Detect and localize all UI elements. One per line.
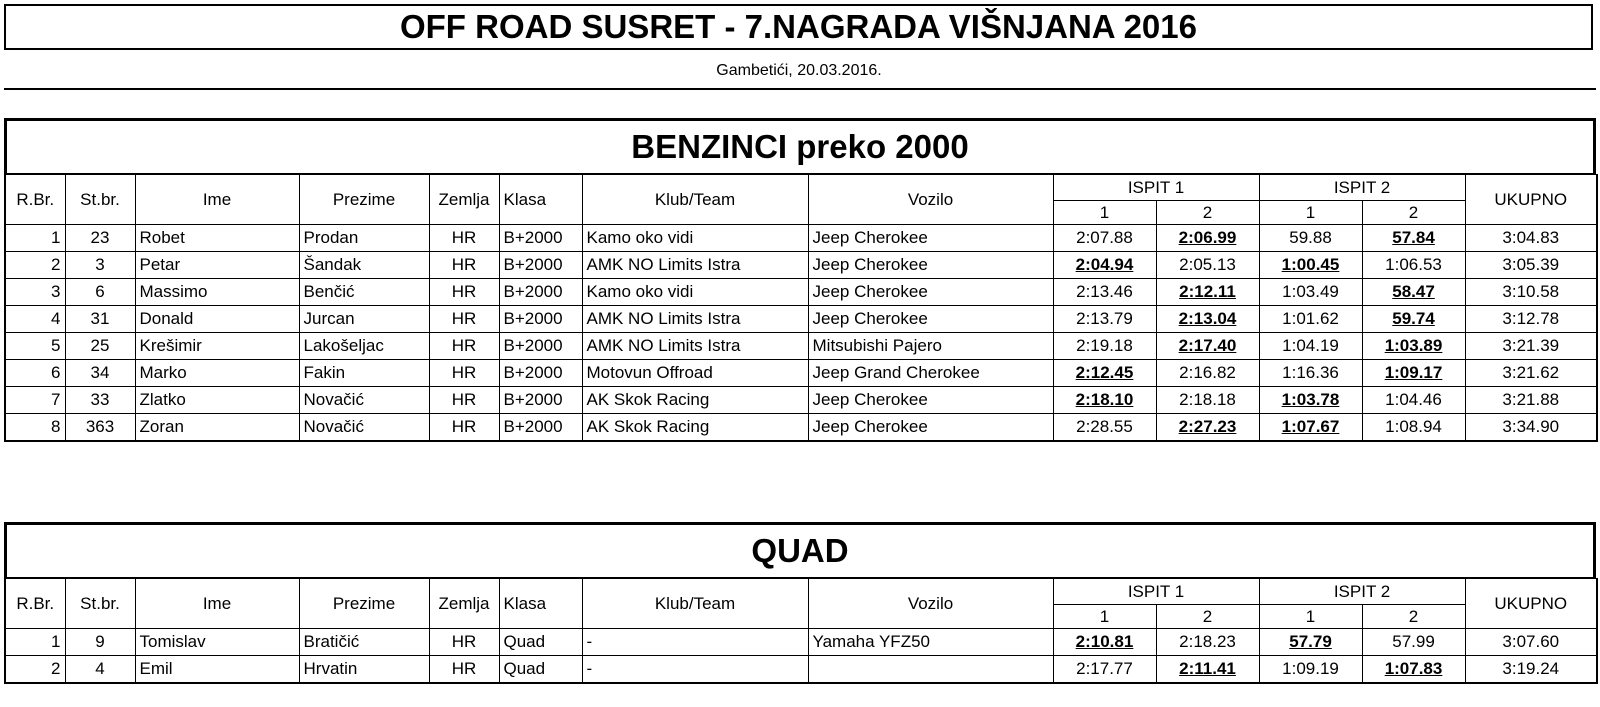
cell-ispit2-run1: 1:03.78: [1259, 387, 1362, 414]
cell-zemlja: HR: [429, 333, 499, 360]
cell-ime: Zoran: [135, 414, 299, 441]
cell-ispit2-run1: 1:01.62: [1259, 306, 1362, 333]
cell-ispit1-run2: 2:18.23: [1156, 629, 1259, 656]
cell-prezime: Fakin: [299, 360, 429, 387]
col-ispit1-run2: 2: [1156, 605, 1259, 629]
cell-vozilo: [808, 656, 1053, 683]
cell-ispit2-run2: 57.84: [1362, 225, 1465, 252]
cell-rbr: 3: [5, 279, 65, 306]
cell-zemlja: HR: [429, 387, 499, 414]
cell-ukupno: 3:19.24: [1465, 656, 1597, 683]
table-row: [5, 360, 1597, 387]
table-row: [5, 656, 1597, 683]
cell-rbr: 6: [5, 360, 65, 387]
cell-klasa: B+2000: [499, 225, 582, 252]
cell-ime: Petar: [135, 252, 299, 279]
section-heading: BENZINCI preko 2000: [4, 118, 1596, 174]
cell-klasa: Quad: [499, 629, 582, 656]
cell-ukupno: 3:07.60: [1465, 629, 1597, 656]
cell-rbr: 4: [5, 306, 65, 333]
cell-ispit1-run2: 2:16.82: [1156, 360, 1259, 387]
col-klasa: Klasa: [499, 579, 582, 629]
col-stbr: St.br.: [65, 175, 135, 225]
cell-zemlja: HR: [429, 360, 499, 387]
table-row: [5, 387, 1597, 414]
cell-prezime: Benčić: [299, 279, 429, 306]
cell-ukupno: 3:21.88: [1465, 387, 1597, 414]
cell-prezime: Bratičić: [299, 629, 429, 656]
cell-ispit2-run1: 59.88: [1259, 225, 1362, 252]
cell-klasa: B+2000: [499, 333, 582, 360]
cell-stbr: 25: [65, 333, 135, 360]
col-prezime: Prezime: [299, 175, 429, 225]
table-row: [5, 629, 1597, 656]
cell-ime: Robet: [135, 225, 299, 252]
cell-ime: Zlatko: [135, 387, 299, 414]
cell-vozilo: Jeep Grand Cherokee: [808, 360, 1053, 387]
cell-klasa: Quad: [499, 656, 582, 683]
cell-ispit2-run1: 1:00.45: [1259, 252, 1362, 279]
cell-ispit1-run2: 2:06.99: [1156, 225, 1259, 252]
cell-ukupno: 3:12.78: [1465, 306, 1597, 333]
col-prezime: Prezime: [299, 579, 429, 629]
cell-ispit1-run2: 2:05.13: [1156, 252, 1259, 279]
cell-klasa: B+2000: [499, 279, 582, 306]
cell-stbr: 23: [65, 225, 135, 252]
cell-ispit1-run1: 2:28.55: [1053, 414, 1156, 441]
cell-ime: Tomislav: [135, 629, 299, 656]
section-quad: [4, 522, 1596, 684]
cell-stbr: 4: [65, 656, 135, 683]
cell-ime: Marko: [135, 360, 299, 387]
col-ispit1-run1: 1: [1053, 201, 1156, 225]
table-row: [5, 333, 1597, 360]
col-vozilo: Vozilo: [808, 579, 1053, 629]
cell-ukupno: 3:34.90: [1465, 414, 1597, 441]
col-ispit2-run1: 1: [1259, 605, 1362, 629]
cell-klasa: B+2000: [499, 360, 582, 387]
cell-zemlja: HR: [429, 252, 499, 279]
cell-prezime: Lakošeljac: [299, 333, 429, 360]
cell-klub: Motovun Offroad: [582, 360, 808, 387]
col-ispit1: ISPIT 1: [1053, 175, 1259, 201]
col-ukupno: UKUPNO: [1465, 175, 1597, 225]
cell-vozilo: Yamaha YFZ50: [808, 629, 1053, 656]
col-ispit2-run2: 2: [1362, 201, 1465, 225]
cell-ispit2-run2: 59.74: [1362, 306, 1465, 333]
cell-klub: AMK NO Limits Istra: [582, 306, 808, 333]
cell-rbr: 1: [5, 629, 65, 656]
results-table: [4, 174, 1598, 442]
cell-prezime: Novačić: [299, 387, 429, 414]
cell-rbr: 8: [5, 414, 65, 441]
cell-vozilo: Jeep Cherokee: [808, 252, 1053, 279]
cell-stbr: 3: [65, 252, 135, 279]
cell-ukupno: 3:05.39: [1465, 252, 1597, 279]
col-rbr: R.Br.: [5, 579, 65, 629]
cell-ispit1-run1: 2:10.81: [1053, 629, 1156, 656]
col-klasa: Klasa: [499, 175, 582, 225]
col-ime: Ime: [135, 175, 299, 225]
cell-prezime: Novačić: [299, 414, 429, 441]
cell-ispit1-run1: 2:13.46: [1053, 279, 1156, 306]
cell-klub: Kamo oko vidi: [582, 225, 808, 252]
col-ispit2: ISPIT 2: [1259, 175, 1465, 201]
table-row: [5, 252, 1597, 279]
cell-ispit2-run2: 57.99: [1362, 629, 1465, 656]
col-ukupno: UKUPNO: [1465, 579, 1597, 629]
cell-ime: Massimo: [135, 279, 299, 306]
cell-vozilo: Mitsubishi Pajero: [808, 333, 1053, 360]
cell-prezime: Hrvatin: [299, 656, 429, 683]
cell-klub: -: [582, 656, 808, 683]
cell-ispit1-run2: 2:13.04: [1156, 306, 1259, 333]
section-benzinci: [4, 118, 1596, 442]
col-klub: Klub/Team: [582, 175, 808, 225]
cell-rbr: 2: [5, 656, 65, 683]
table-row: [5, 414, 1597, 441]
table-row: [5, 306, 1597, 333]
cell-ukupno: 3:21.39: [1465, 333, 1597, 360]
cell-ispit2-run1: 1:16.36: [1259, 360, 1362, 387]
cell-ispit1-run1: 2:18.10: [1053, 387, 1156, 414]
cell-ispit2-run1: 1:07.67: [1259, 414, 1362, 441]
cell-ispit1-run1: 2:17.77: [1053, 656, 1156, 683]
cell-klub: AK Skok Racing: [582, 414, 808, 441]
cell-ispit2-run2: 1:04.46: [1362, 387, 1465, 414]
cell-ukupno: 3:10.58: [1465, 279, 1597, 306]
cell-rbr: 5: [5, 333, 65, 360]
cell-ukupno: 3:04.83: [1465, 225, 1597, 252]
cell-ukupno: 3:21.62: [1465, 360, 1597, 387]
cell-stbr: 31: [65, 306, 135, 333]
cell-klub: AMK NO Limits Istra: [582, 333, 808, 360]
cell-stbr: 6: [65, 279, 135, 306]
cell-ispit1-run2: 2:17.40: [1156, 333, 1259, 360]
col-ispit2-run1: 1: [1259, 201, 1362, 225]
col-ispit2: ISPIT 2: [1259, 579, 1465, 605]
cell-ime: Emil: [135, 656, 299, 683]
cell-ispit1-run1: 2:07.88: [1053, 225, 1156, 252]
page-title: OFF ROAD SUSRET - 7.NAGRADA VIŠNJANA 2016: [4, 4, 1593, 50]
table-row: [5, 279, 1597, 306]
col-zemlja: Zemlja: [429, 579, 499, 629]
cell-vozilo: Jeep Cherokee: [808, 414, 1053, 441]
cell-ispit1-run2: 2:12.11: [1156, 279, 1259, 306]
cell-ispit2-run1: 1:09.19: [1259, 656, 1362, 683]
cell-zemlja: HR: [429, 225, 499, 252]
cell-zemlja: HR: [429, 279, 499, 306]
col-ispit1: ISPIT 1: [1053, 579, 1259, 605]
cell-klasa: B+2000: [499, 414, 582, 441]
cell-ime: Donald: [135, 306, 299, 333]
cell-ispit2-run2: 1:08.94: [1362, 414, 1465, 441]
col-ime: Ime: [135, 579, 299, 629]
col-zemlja: Zemlja: [429, 175, 499, 225]
cell-rbr: 1: [5, 225, 65, 252]
section-heading: QUAD: [4, 522, 1596, 578]
cell-ispit2-run2: 1:07.83: [1362, 656, 1465, 683]
cell-prezime: Prodan: [299, 225, 429, 252]
cell-ispit1-run2: 2:11.41: [1156, 656, 1259, 683]
table-row: [5, 225, 1597, 252]
cell-vozilo: Jeep Cherokee: [808, 387, 1053, 414]
cell-klasa: B+2000: [499, 306, 582, 333]
cell-zemlja: HR: [429, 414, 499, 441]
cell-ispit2-run2: 58.47: [1362, 279, 1465, 306]
col-stbr: St.br.: [65, 579, 135, 629]
cell-prezime: Šandak: [299, 252, 429, 279]
cell-ispit1-run1: 2:13.79: [1053, 306, 1156, 333]
cell-zemlja: HR: [429, 306, 499, 333]
header-divider: [4, 88, 1596, 90]
cell-ispit2-run2: 1:09.17: [1362, 360, 1465, 387]
cell-rbr: 7: [5, 387, 65, 414]
cell-ispit2-run2: 1:06.53: [1362, 252, 1465, 279]
cell-ispit1-run1: 2:12.45: [1053, 360, 1156, 387]
cell-klub: AMK NO Limits Istra: [582, 252, 808, 279]
cell-vozilo: Jeep Cherokee: [808, 225, 1053, 252]
col-rbr: R.Br.: [5, 175, 65, 225]
results-table: [4, 578, 1598, 684]
cell-klub: -: [582, 629, 808, 656]
cell-ispit1-run2: 2:18.18: [1156, 387, 1259, 414]
cell-zemlja: HR: [429, 629, 499, 656]
col-ispit2-run2: 2: [1362, 605, 1465, 629]
cell-stbr: 33: [65, 387, 135, 414]
cell-prezime: Jurcan: [299, 306, 429, 333]
cell-ispit1-run2: 2:27.23: [1156, 414, 1259, 441]
cell-vozilo: Jeep Cherokee: [808, 306, 1053, 333]
cell-ispit1-run1: 2:04.94: [1053, 252, 1156, 279]
cell-rbr: 2: [5, 252, 65, 279]
cell-stbr: 363: [65, 414, 135, 441]
col-ispit1-run1: 1: [1053, 605, 1156, 629]
cell-ispit2-run2: 1:03.89: [1362, 333, 1465, 360]
cell-ispit2-run1: 1:03.49: [1259, 279, 1362, 306]
cell-ime: Krešimir: [135, 333, 299, 360]
col-ispit1-run2: 2: [1156, 201, 1259, 225]
col-klub: Klub/Team: [582, 579, 808, 629]
cell-klasa: B+2000: [499, 252, 582, 279]
cell-klub: Kamo oko vidi: [582, 279, 808, 306]
cell-ispit2-run1: 57.79: [1259, 629, 1362, 656]
cell-ispit2-run1: 1:04.19: [1259, 333, 1362, 360]
cell-zemlja: HR: [429, 656, 499, 683]
cell-vozilo: Jeep Cherokee: [808, 279, 1053, 306]
event-location-date: Gambetići, 20.03.2016.: [716, 62, 882, 79]
cell-klub: AK Skok Racing: [582, 387, 808, 414]
cell-ispit1-run1: 2:19.18: [1053, 333, 1156, 360]
cell-klasa: B+2000: [499, 387, 582, 414]
cell-stbr: 34: [65, 360, 135, 387]
cell-stbr: 9: [65, 629, 135, 656]
col-vozilo: Vozilo: [808, 175, 1053, 225]
